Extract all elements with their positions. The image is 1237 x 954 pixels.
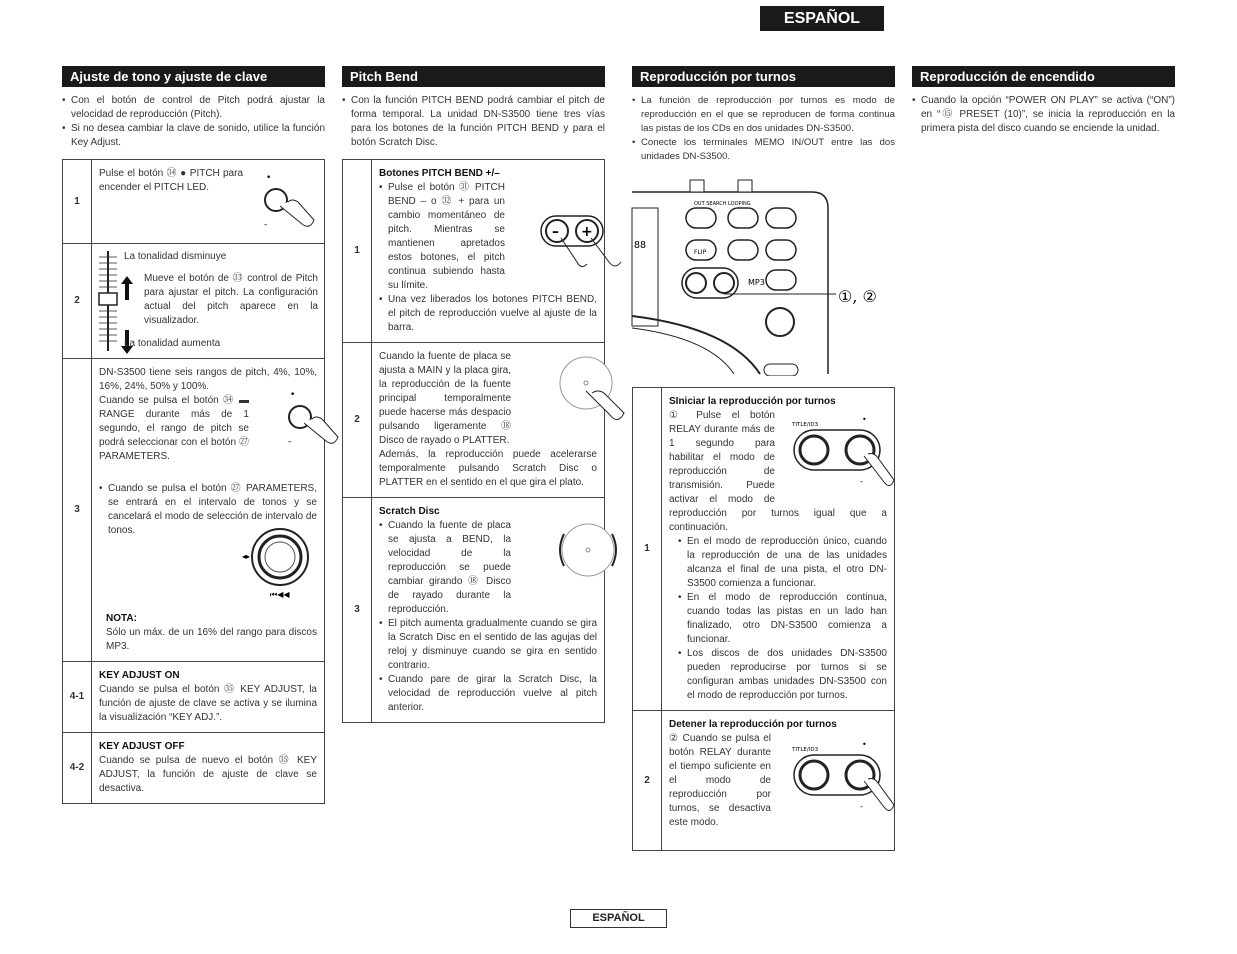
step-title: Botones PITCH BEND +/– (379, 168, 500, 179)
bullet: • El pitch aumenta gradualmente cuando se gira la Scratch Disc en el sentido de las agujas del reloj y disminuye cuando se gira en sentido contrario. (379, 617, 597, 673)
steps-table-pitch (62, 159, 325, 804)
svg-text:•: • (862, 740, 867, 749)
step-text: Cuando se pulsa de nuevo el botón ㉟ KEY ADJUST, la función de ajuste de clave se desactiva. (99, 755, 317, 794)
pitch-slider-icon (97, 249, 119, 353)
svg-text:•: • (862, 415, 867, 424)
step-text: Cuando se pulsa el botón ㉟ KEY ADJUST, la función de ajuste de clave se activa y se ilumina la visualización “KEY ADJ.”. (99, 684, 317, 723)
svg-text:-: - (860, 802, 863, 811)
step-text: ① Pulse el botón RELAY durante más de 1 segundo para habilitar el modo de reproducción de transmisión. Puede activar el modo de reproducción por turnos igual que a continuación. (669, 410, 887, 533)
bullet: • Conecte los terminales MEMO IN/OUT entre las dos unidades DN-S3500. (632, 136, 895, 164)
step-title: Scratch Disc (379, 506, 440, 517)
bullet: • Una vez liberados los botones PITCH BEND, el pitch de reproducción vuelve al ajuste de la barra. (379, 293, 597, 335)
svg-text:+: + (581, 224, 593, 240)
scratch-disc-rotate-icon (554, 520, 626, 582)
step-number: 2 (633, 711, 662, 851)
step-number: 4-1 (63, 662, 92, 733)
step-title: KEY ADJUST ON (99, 670, 180, 681)
svg-text:•: • (290, 390, 296, 400)
step-number: 3 (63, 359, 92, 662)
svg-text:◂▸: ◂▸ (242, 552, 251, 561)
step-text: Además, la reproducción puede acelerarse temporalmente pulsando Scratch Disc o PLATTER en el sentido en el que gira el plato. (379, 449, 597, 488)
scratch-disc-press-icon (552, 351, 630, 431)
footer-language-tab: ESPAÑOL (570, 909, 667, 928)
callout-label: ①, ② (838, 287, 877, 306)
parameters-knob-icon (242, 521, 332, 601)
pitch-button-press-icon (258, 172, 328, 234)
step-number: 1 (63, 160, 92, 244)
section-relay-play (632, 66, 895, 164)
step-text: ② Cuando se pulsa el botón RELAY durante el tiempo suficiente en el modo de reproducción por turnos, se desactiva este modo. (669, 733, 771, 828)
svg-text:⏮◀◀: ⏮◀◀ (270, 590, 290, 599)
bullet: • En el modo de reproducción continua, cuando todas las pistas en un lado han finalizado, otro DN-S3500 comienza a funcionar. (669, 591, 887, 647)
bullet: • La función de reproducción por turnos es modo de reproducción en el que se reproducen de forma continua las pistas de los CDs en dos unidades DN-S3500. (632, 94, 895, 136)
step-text: Mueve el botón de ㉝ control de Pitch para ajustar el pitch. La configuración actual del pitch aparece en la visualizador. (144, 273, 318, 326)
step-number: 1 (343, 160, 372, 343)
section-pitch-bend (342, 66, 605, 150)
loop-label: OUT SEARCH LOOPING (694, 201, 751, 207)
bullet: • Si no desea cambiar la clave de sonido, utilice la función Key Adjust. (62, 122, 325, 150)
pitch-up-label: La tonalidad aumenta (124, 338, 221, 349)
section-pitch-key (62, 66, 325, 150)
step-text: Cuando se pulsa el botón ㉞ ▬ RANGE durante más de 1 segundo, el rango de pitch se podrá seleccionar con el botón ㉗ PARAMETERS. (99, 395, 249, 462)
svg-text:88: 88 (634, 240, 647, 251)
step-text: Pulse el botón ㉞ ● PITCH para encender el PITCH LED. (99, 168, 243, 193)
svg-text:–: – (552, 224, 559, 240)
svg-text:-: - (288, 437, 292, 447)
bullet: • Con el botón de control de Pitch podrá ajustar la velocidad de reproducción (Pitch). (62, 94, 325, 122)
steps-table-relay (632, 387, 895, 851)
bullet: • Pulse el botón ㉛ PITCH BEND – o ㉜ + para un cambio momentáneo de pitch. Mientras se mantienen apretados estos botones, el pitch continua subiendo hasta su límite. (379, 181, 597, 293)
step-number: 2 (343, 343, 372, 498)
pitch-bend-buttons-icon (537, 212, 629, 278)
bullet: • En el modo de reproducción único, cuando la reproducción de una de las unidades alcanza el final de una pista, el otro DN-S3500 comienza a funcionar. (669, 535, 887, 591)
note-title: NOTA: (106, 613, 137, 624)
bullet: • Con la función PITCH BEND podrá cambiar el pitch de forma temporal. La unidad DN-S3500 tiene tres vías para los botones de la función PITCH BEND y para el botón Scratch Disc. (342, 94, 605, 150)
step-number: 1 (633, 388, 662, 711)
step-title: SIniciar la reproducción por turnos (669, 396, 836, 407)
flip-label: FLIP (694, 249, 707, 256)
step-text: Cuando la fuente de placa se ajusta a MAIN y la placa gira, la reproducción de la fuente principal temporalmente puede hacerse más despacio pulsando ligeramente ⑱ Disco de rayado o PLATTER. (379, 351, 511, 446)
section-title: Pitch Bend (342, 66, 605, 87)
device-panel-illustration (630, 178, 890, 376)
note-text: Sólo un máx. de un 16% del rango para discos MP3. (106, 627, 317, 652)
steps-table-bend (342, 159, 605, 723)
bullet: • Cuando la opción “POWER ON PLAY” se activa (“ON”) en “⑮ PRESET (10)”, se inicia la reproducción en la primera pista del disco cuando se enciende la unidad. (912, 94, 1175, 136)
step-text: DN-S3500 tiene seis rangos de pitch, 4%, 10%, 16%, 24%, 50% y 100%. (99, 367, 317, 392)
mp3-label: MP3 (748, 278, 765, 287)
svg-text:-: - (263, 219, 267, 230)
svg-text:•: • (265, 172, 271, 183)
section-title: Reproducción por turnos (632, 66, 895, 87)
relay-button-press-icon (790, 737, 896, 819)
section-title: Ajuste de tono y ajuste de clave (62, 66, 325, 87)
step-number: 2 (63, 244, 92, 359)
title-id3-label: TITLE/ID3 (792, 747, 819, 753)
step-number: 3 (343, 498, 372, 723)
language-tab: ESPAÑOL (760, 6, 884, 31)
step-title: Detener la reproducción por turnos (669, 719, 837, 730)
bullet: • Cuando se pulsa el botón ㉗ PARAMETERS, se entrará en el intervalo de tonos y se cancelará el modo de selección de intervalo de tonos. (99, 482, 317, 538)
title-id3-label: TITLE/ID3 (792, 422, 819, 428)
step-title: KEY ADJUST OFF (99, 741, 185, 752)
svg-text:-: - (860, 477, 863, 486)
step-number: 4-2 (63, 733, 92, 804)
section-power-on-play (912, 66, 1175, 136)
bullet: • Cuando la fuente de placa se ajusta a BEND, la velocidad de la reproducción se puede cambiar girando ⑱ Disco de rayado durante la reproducción. (379, 519, 597, 617)
section-title: Reproducción de encendido (912, 66, 1175, 87)
relay-button-press-icon (790, 412, 896, 494)
bullet: • Cuando pare de girar la Scratch Disc, la velocidad de reproducción vuelve al pitch anterior. (379, 673, 597, 715)
pitch-down-label: La tonalidad disminuye (124, 251, 227, 262)
bullet: • Los discos de dos unidades DN-S3500 pueden reproducirse por turnos si se configuran ambas unidades DN-S3500 con el modo de reproducción por turnos. (669, 647, 887, 703)
